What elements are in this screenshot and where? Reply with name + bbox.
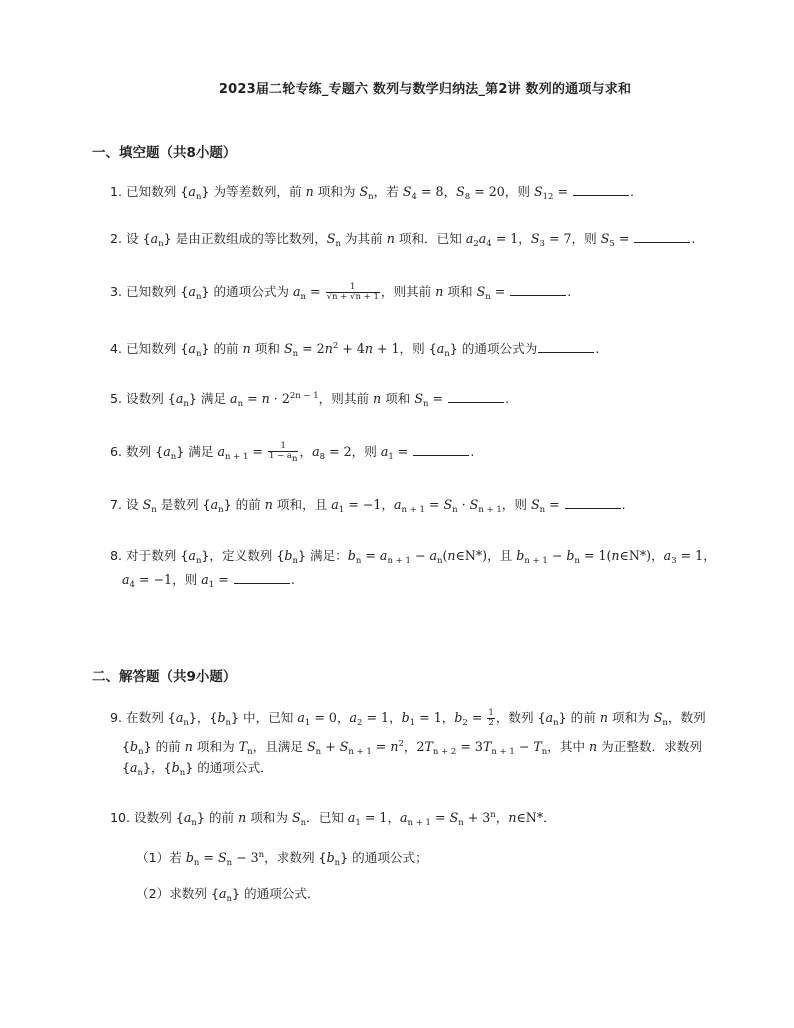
question-2: 2. 设 $\{a_n\}$ 是由正数组成的等比数列，$S_n$ 为其前 n 项和．已知 $a_2a_4 = 1$，$S_3 = 7$，则 $S_5$ = . (110, 231, 696, 249)
answer-blank (573, 183, 629, 196)
question-10-part-1: （1）若 $b_n = S_n - 3^n$，求数列 $\{b_n\}$ 的通项公式； (136, 850, 428, 868)
question-10: 10. 设数列 $\{a_n\}$ 的前 n 项和为 $S_n$．已知 $a_1 = 1$，$a_{n + 1} = S_n + 3^n$，n∈N*． (110, 810, 556, 828)
question-8-cont: $a_4 = -1$，则 $a_1$ = . (122, 572, 295, 590)
question-1: 1. 已知数列 $\{a_n\}$ 为等差数列，前 n 项和为 $S_n$，若 $S_4 = 8$，$S_8 = 20$，则 $S_{12}$ = . (110, 184, 635, 202)
answer-blank (634, 230, 690, 243)
answer-blank (510, 283, 566, 296)
answer-blank (565, 496, 621, 509)
fraction: $\frac{1}{1 - a_n}$ (268, 440, 298, 464)
answer-blank (538, 340, 594, 353)
question-10-part-2: （2）求数列 $\{a_n\}$ 的通项公式． (136, 886, 320, 904)
answer-blank (413, 443, 469, 456)
question-5: 5. 设数列 $\{a_n\}$ 满足 $a_n = n \cdot 2^{2n - 1}$，则其前 n 项和 $S_n$ = . (110, 391, 510, 409)
section-fill-in-blank: 一、填空题（共8小题） (92, 145, 237, 161)
answer-blank (234, 571, 290, 584)
page-title: 2023届二轮专练_专题六 数列与数学归纳法_第2讲 数列的通项与求和 (218, 82, 632, 97)
question-4: 4. 已知数列 $\{a_n\}$ 的前 n 项和 $S_n = 2n^2 + 4n + 1$，则 $\{a_n\}$ 的通项公式为 . (110, 341, 600, 359)
fraction: $\frac{1}{√n + √n + 1}$ (326, 282, 379, 302)
question-9: 9. 在数列 $\{a_n\}$，$\{b_n\}$ 中，已知 $a_1 = 0$，$a_2 = 1$，$b_1 = 1$，$b_2$ = $\frac{1}{2}$ ，数列 $\{a_n\}$ 的前 n 项和为 $S_n$，数列 (110, 708, 706, 728)
question-9-line2: $\{b_n\}$ 的前 n 项和为 $T_n$，且满足 $S_n + S_{n + 1} = n^2$，$2T_{n + 2} = 3T_{n + 1} - T_n$，其中 n 为正整数．求数列 (122, 739, 702, 757)
question-8: 8. 对于数列 $\{a_n\}$，定义数列 $\{b_n\}$ 满足：$b_n = a_{n + 1}$ − $a_n(n\in N*)$，且 $b_{n + 1} - b_n$ = 1(n∈N*)，$a_3 = 1$， (110, 548, 716, 566)
question-9-line3: $\{a_n\}$，$\{b_n\}$ 的通项公式． (122, 760, 273, 778)
question-6: 6. 数列 $\{a_n\}$ 满足 $a_{n + 1}$ = $\frac{1}{1 - a_n}$ ，$a_8 = 2$，则 $a_1$ = . (110, 440, 475, 464)
question-3: 3. 已知数列 $\{a_n\}$ 的通项公式为 $a_n$ = $\frac{1}{√n + √n + 1}$ ，则其前 n 项和 $S_n$ = . (110, 282, 572, 302)
answer-blank (448, 390, 504, 403)
question-7: 7. 设 $S_n$ 是数列 $\{a_n\}$ 的前 n 项和，且 $a_1 = -1$，$a_{n + 1} = S_n \cdot S_{n + 1}$，则 $S_n$ = . (110, 497, 626, 515)
section-answer: 二、解答题（共9小题） (92, 669, 237, 685)
fraction: $\frac{1}{2}$ (488, 708, 494, 728)
